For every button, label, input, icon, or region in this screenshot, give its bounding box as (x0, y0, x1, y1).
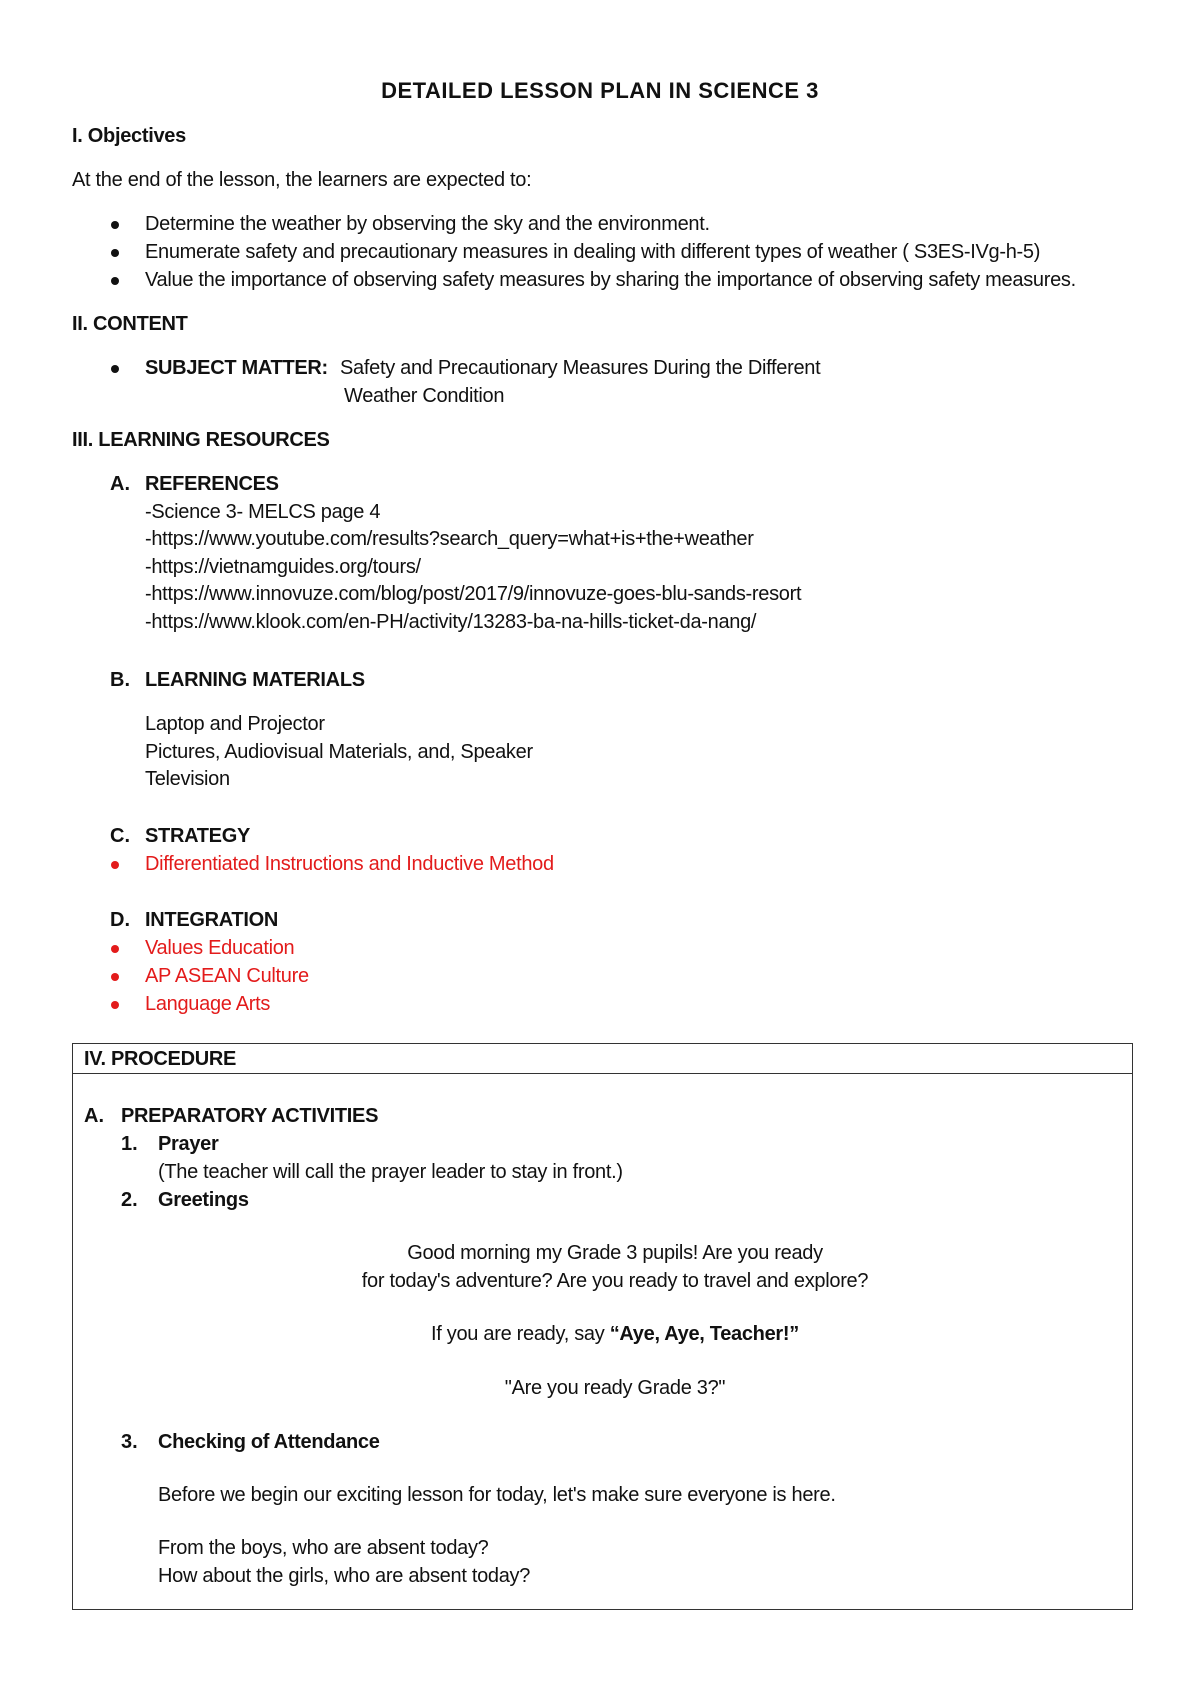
bullet-icon (111, 945, 119, 953)
strategy-letter: C. (110, 825, 130, 847)
reference-item: -Science 3- MELCS page 4 (145, 501, 381, 523)
ready-prefix: If you are ready, say (431, 1323, 610, 1345)
attendance-text: How about the girls, who are absent today? (158, 1565, 531, 1587)
ready-instruction (300, 1324, 930, 1344)
reference-link[interactable]: -https://vietnamguides.org/tours/ (145, 556, 421, 578)
strategy-item: Differentiated Instructions and Inductive Method (145, 853, 554, 875)
ready-question: "Are you ready Grade 3?" (504, 1377, 726, 1399)
bullet-icon (111, 249, 119, 257)
greetings-number: 2. (121, 1189, 138, 1211)
strategy-label: STRATEGY (145, 825, 251, 847)
subject-matter-label: SUBJECT MATTER: (145, 357, 328, 379)
materials-letter: B. (110, 669, 130, 691)
learning-resources-heading: III. LEARNING RESOURCES (72, 429, 330, 451)
attendance-number: 3. (121, 1431, 138, 1453)
content-heading: II. CONTENT (72, 313, 188, 335)
reference-link[interactable]: -https://www.klook.com/en-PH/activity/13283-ba-na-hills-ticket-da-nang/ (145, 611, 757, 633)
attendance-text: From the boys, who are absent today? (158, 1537, 489, 1559)
bullet-icon (111, 277, 119, 285)
integration-item: Values Education (145, 937, 295, 959)
objective-item: Enumerate safety and precautionary measures in dealing with different types of weather ( S3ES-IVg-h-5) (145, 241, 1041, 263)
subject-matter-text-continued: Weather Condition (344, 385, 505, 407)
references-letter: A. (110, 473, 130, 495)
attendance-label: Checking of Attendance (158, 1431, 380, 1453)
material-item: Laptop and Projector (145, 713, 325, 735)
objectives-heading: I. Objectives (72, 125, 186, 147)
material-item: Television (145, 768, 230, 790)
prayer-label: Prayer (158, 1133, 219, 1155)
bullet-icon (111, 973, 119, 981)
bullet-icon (111, 365, 119, 373)
procedure-header-divider (72, 1073, 1133, 1074)
document-title: DETAILED LESSON PLAN IN SCIENCE 3 (381, 78, 819, 103)
reference-link[interactable]: -https://www.youtube.com/results?search_query=what+is+the+weather (145, 528, 754, 550)
subject-matter-text: Safety and Precautionary Measures During the Different (340, 357, 821, 379)
greeting-line: for today's adventure? Are you ready to travel and explore? (361, 1270, 869, 1292)
bullet-icon (111, 1001, 119, 1009)
prayer-number: 1. (121, 1133, 138, 1155)
objectives-intro: At the end of the lesson, the learners are expected to: (72, 169, 532, 191)
integration-label: INTEGRATION (145, 909, 278, 931)
integration-letter: D. (110, 909, 130, 931)
greetings-label: Greetings (158, 1189, 249, 1211)
attendance-text: Before we begin our exciting lesson for today, let's make sure everyone is here. (158, 1484, 836, 1506)
material-item: Pictures, Audiovisual Materials, and, Speaker (145, 741, 533, 763)
procedure-heading: IV. PROCEDURE (84, 1048, 237, 1070)
greeting-line: Good morning my Grade 3 pupils! Are you ready (407, 1242, 823, 1264)
preparatory-letter: A. (84, 1105, 104, 1127)
prayer-note: (The teacher will call the prayer leader to stay in front.) (158, 1161, 623, 1183)
ready-response: “Aye, Aye, Teacher!” (609, 1323, 799, 1345)
preparatory-label: PREPARATORY ACTIVITIES (121, 1105, 379, 1127)
references-label: REFERENCES (145, 473, 279, 495)
objective-item: Value the importance of observing safety measures by sharing the importance of observing safety measures. (145, 269, 1076, 291)
objective-item: Determine the weather by observing the sky and the environment. (145, 213, 710, 235)
integration-item: Language Arts (145, 993, 271, 1015)
bullet-icon (111, 861, 119, 869)
bullet-icon (111, 221, 119, 229)
integration-item: AP ASEAN Culture (145, 965, 309, 987)
reference-link[interactable]: -https://www.innovuze.com/blog/post/2017/9/innovuze-goes-blu-sands-resort (145, 583, 802, 605)
materials-label: LEARNING MATERIALS (145, 669, 365, 691)
